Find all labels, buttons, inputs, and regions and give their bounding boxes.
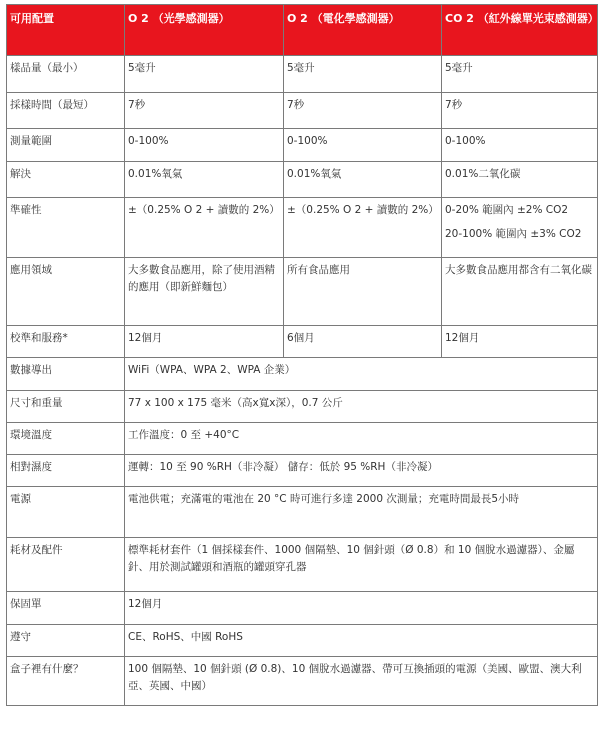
accuracy-range-high: 20-100% 範圍內 ±3% CO2 [445, 228, 582, 240]
table-row [7, 657, 598, 706]
header-co2-infrared: CO 2 （紅外線單光束感測器） [442, 5, 598, 56]
table-row [7, 538, 598, 592]
cell-co2-infrared: 7秒 [442, 93, 598, 129]
row-label: 校準和服務* [7, 326, 125, 358]
table-row [7, 423, 598, 455]
row-label: 遵守 [7, 625, 125, 657]
row-label: 樣品量（最小） [7, 56, 125, 93]
cell-o2-electrochemical: 6個月 [284, 326, 442, 358]
table-row [7, 198, 598, 258]
row-value: 100 個隔墊、10 個針頭 (Ø 0.8)、10 個脫水過濾器、帶可互換插頭的電源（美國、歐盟、澳大利亞、英國、中國） [125, 657, 598, 706]
row-label: 環境溫度 [7, 423, 125, 455]
accuracy-range-low: 0-20% 範圍內 ±2% CO2 [445, 204, 569, 216]
row-label: 電源 [7, 487, 125, 538]
cell-o2-electrochemical: 所有食品應用 [284, 258, 442, 326]
header-config: 可用配置 [7, 5, 125, 56]
row-label: 盒子裡有什麼？ [7, 657, 125, 706]
table-row [7, 326, 598, 358]
cell-o2-electrochemical: 5毫升 [284, 56, 442, 93]
header-row [7, 5, 598, 56]
row-value: 標準耗材套件（1 個採樣套件、1000 個隔墊、10 個針頭（Ø 0.8）和 10 個脫水過濾器）、金屬針、用於測試罐頭和酒瓶的罐頭穿孔器 [125, 538, 598, 592]
cell-o2-optical: 大多數食品應用，除了使用酒精的應用（即新鮮麵包） [125, 258, 284, 326]
table-row [7, 129, 598, 162]
row-label: 準確性 [7, 198, 125, 258]
table-row [7, 56, 598, 93]
cell-o2-optical: 0.01%氧氣 [125, 162, 284, 198]
cell-co2-infrared: 0-100% [442, 129, 598, 162]
table-row [7, 391, 598, 423]
cell-co2-infrared: 大多數食品應用都含有二氧化碳 [442, 258, 598, 326]
row-label: 數據導出 [7, 358, 125, 391]
cell-co2-infrared: 5毫升 [442, 56, 598, 93]
header-o2-optical: O 2 （光學感測器） [125, 5, 284, 56]
cell-o2-electrochemical: ±（0.25% O 2 + 讀數的 2%） [284, 198, 442, 258]
table-row [7, 358, 598, 391]
row-label: 解決 [7, 162, 125, 198]
header-o2-electrochemical: O 2 （電化學感測器） [284, 5, 442, 56]
row-value: 12個月 [125, 592, 598, 625]
table-row [7, 455, 598, 487]
cell-o2-optical: 7秒 [125, 93, 284, 129]
row-value: 運轉：10 至 90 %RH（非冷凝） 儲存：低於 95 %RH（非冷凝） [125, 455, 598, 487]
spec-table [6, 4, 598, 706]
cell-o2-electrochemical: 0.01%氧氣 [284, 162, 442, 198]
row-value: WiFi（WPA、WPA 2、WPA 企業） [125, 358, 598, 391]
table-row [7, 592, 598, 625]
row-label: 測量範圍 [7, 129, 125, 162]
row-label: 應用領域 [7, 258, 125, 326]
row-label: 保固單 [7, 592, 125, 625]
cell-o2-optical: 12個月 [125, 326, 284, 358]
cell-co2-infrared: 12個月 [442, 326, 598, 358]
table-row [7, 93, 598, 129]
cell-o2-electrochemical: 7秒 [284, 93, 442, 129]
cell-o2-optical: ±（0.25% O 2 + 讀數的 2%） [125, 198, 284, 258]
row-label: 相對濕度 [7, 455, 125, 487]
table-row [7, 487, 598, 538]
cell-o2-optical: 0-100% [125, 129, 284, 162]
row-value: 電池供電；充滿電的電池在 20 °C 時可進行多達 2000 次測量；充電時間最長5小時 [125, 487, 598, 538]
cell-o2-electrochemical: 0-100% [284, 129, 442, 162]
cell-co2-infrared [442, 198, 598, 258]
cell-co2-infrared: 0.01%二氧化碳 [442, 162, 598, 198]
table-row [7, 258, 598, 326]
table-row [7, 625, 598, 657]
row-value: 77 x 100 x 175 毫米（高x寬x深），0.7 公斤 [125, 391, 598, 423]
cell-o2-optical: 5毫升 [125, 56, 284, 93]
row-label: 採樣時間（最短） [7, 93, 125, 129]
row-label: 耗材及配件 [7, 538, 125, 592]
table-row [7, 162, 598, 198]
row-label: 尺寸和重量 [7, 391, 125, 423]
row-value: 工作溫度：0 至 +40°C [125, 423, 598, 455]
row-value: CE、RoHS、中國 RoHS [125, 625, 598, 657]
